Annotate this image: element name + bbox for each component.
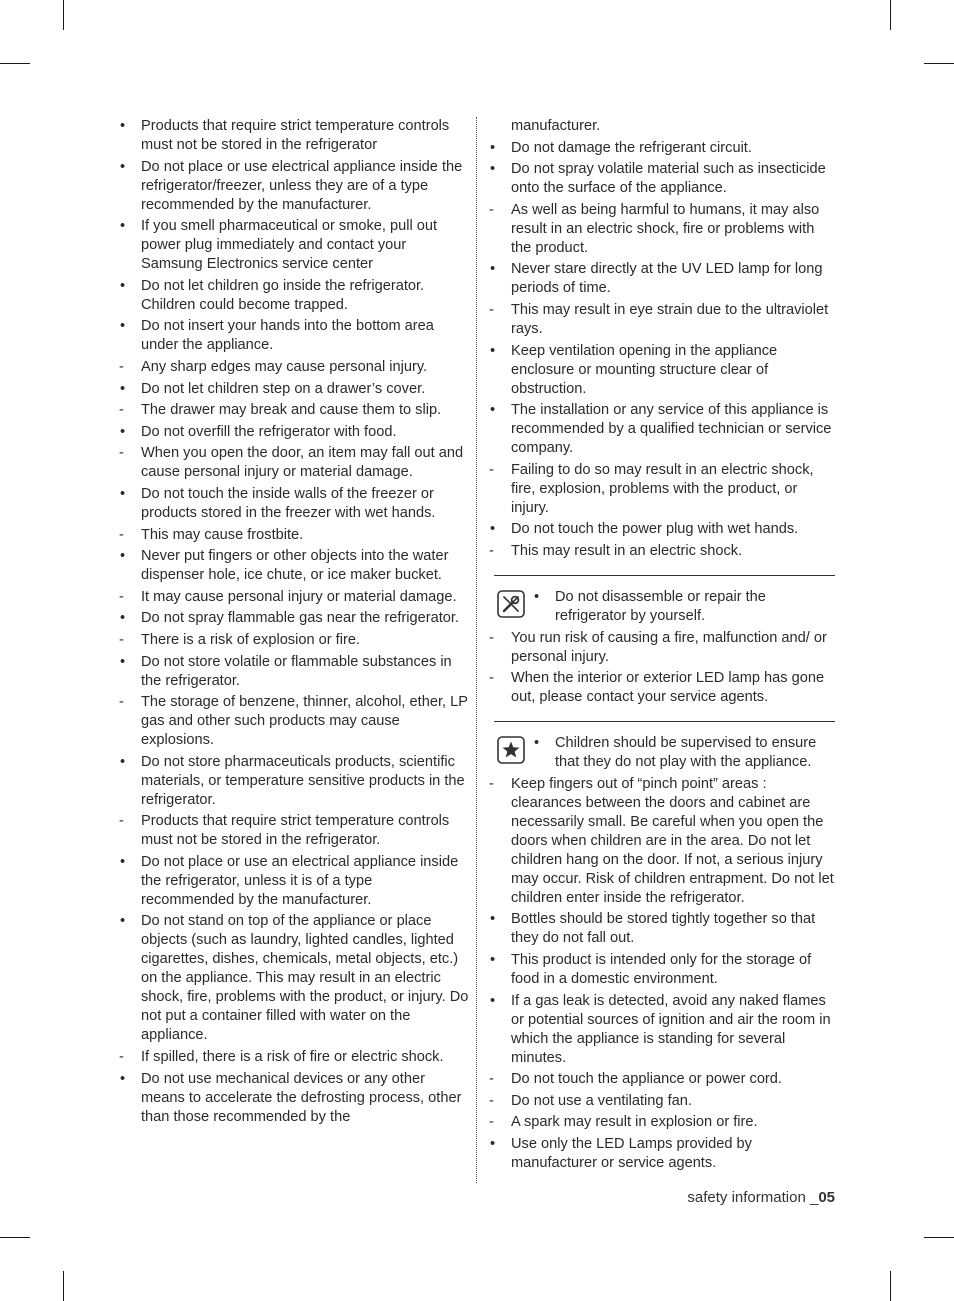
list-item-text: Any sharp edges may cause personal injury. [141, 358, 428, 375]
list-item-text: If spilled, there is a risk of fire or electric shock. [141, 1049, 444, 1066]
no-disassemble-icon [497, 590, 525, 618]
list-item-text: Do not insert your hands into the bottom area under the appliance. [141, 318, 434, 354]
bullet-list-item [487, 992, 836, 1068]
dash-marker: - [489, 775, 494, 792]
dash-list-item [487, 1070, 836, 1089]
bullet-list-item [487, 139, 836, 158]
bullet-marker: • [490, 402, 496, 419]
section-rule [494, 575, 835, 576]
bullet-marker: • [490, 342, 496, 359]
list-item-text: As well as being harmful to humans, it may also result in an electric shock, fire or problems with the product. [511, 201, 820, 256]
crop-mark [924, 63, 954, 64]
bullet-list-item [117, 609, 469, 628]
star-note-icon [497, 736, 525, 764]
list-item-text: Do not place or use electrical appliance inside the refrigerator/freezer, unless they are of a type recommended by the manufacturer. [141, 158, 463, 213]
list-item-text: Products that require strict temperature controls must not be stored in the refrigerator [141, 118, 450, 153]
bullet-list-item [117, 547, 469, 585]
footer-section-label: safety information _ [687, 1189, 819, 1206]
list-item-text: Never put fingers or other objects into the water dispenser hole, ice chute, or ice maker bucket. [141, 548, 449, 584]
crop-mark [0, 1237, 30, 1238]
dash-list-item [117, 1048, 469, 1067]
bullet-marker: • [490, 951, 496, 968]
bullet-marker: • [120, 118, 126, 134]
dash-marker: - [119, 694, 124, 711]
disassemble-lead-row [487, 588, 836, 626]
dash-marker: - [119, 631, 124, 648]
bullet-list-item [117, 277, 469, 315]
bullet-marker: • [120, 853, 126, 870]
dash-marker: - [489, 201, 494, 218]
bullet-list-item [487, 951, 836, 989]
crop-mark [63, 0, 64, 30]
bullet-marker: • [120, 610, 126, 627]
bullet-marker: • [120, 913, 126, 930]
list-item-text: There is a risk of explosion or fire. [141, 631, 360, 648]
crop-mark [890, 1271, 891, 1301]
list-item-text: Do not store pharmaceuticals products, scientific materials, or temperature sensitive products in the refrigerator. [141, 753, 465, 808]
list-item-text: If a gas leak is detected, avoid any naked flames or potential sources of ignition and air the room in which the appliance is standing for several minutes. [511, 992, 831, 1066]
dash-marker: - [119, 588, 124, 605]
list-item-text: Do not store volatile or flammable substances in the refrigerator. [141, 653, 452, 689]
dash-list-item [117, 588, 469, 607]
bullet-list-item [117, 912, 469, 1045]
dash-marker: - [119, 813, 124, 830]
list-item-text: Use only the LED Lamps provided by manufacturer or service agents. [511, 1135, 752, 1171]
dash-list-item [487, 461, 836, 518]
bullet-marker: • [120, 1070, 126, 1087]
bullet-list-item [487, 1135, 836, 1173]
list-item-text: The storage of benzene, thinner, alcohol, ether, LP gas and other such products may cause explosions. [141, 694, 468, 749]
column-divider [476, 117, 477, 1183]
dash-list-item [487, 669, 836, 707]
bullet-list-item [487, 520, 836, 539]
bullet-marker: • [490, 261, 496, 278]
dash-list-item [117, 358, 469, 377]
note-list [487, 775, 836, 1173]
dash-marker: - [119, 1049, 124, 1066]
list-item-text: This may result in eye strain due to the ultraviolet rays. [511, 301, 829, 337]
list-item-text: Do not damage the refrigerant circuit. [511, 139, 752, 156]
bullet-list-item [117, 380, 469, 399]
dash-list-item [117, 444, 469, 482]
note-lead-text: Children should be supervised to ensure that they do not play with the appliance. [555, 735, 817, 771]
dash-marker: - [489, 670, 494, 687]
list-item-text: The installation or any service of this appliance is recommended by a qualified technician or service company. [511, 402, 832, 457]
list-item-text: Do not overfill the refrigerator with food. [141, 423, 397, 440]
section-rule [494, 721, 835, 722]
bullet-list-item [117, 653, 469, 691]
bullet-list-item [487, 342, 836, 399]
disassemble-section [487, 588, 836, 707]
bullet-list-item [117, 853, 469, 910]
bullet-marker: • [120, 423, 126, 440]
list-item-text: Keep fingers out of “pinch point” areas : clearances between the doors and cabinet are necessarily small. Be careful when you open the doors when children are in the area. Do not let children hang on the door. If not, a serious injury may occur. Risk of children entrapment. Do not let children enter inside the refrigerator. [511, 775, 834, 906]
left-column [117, 117, 469, 1129]
bullet-marker: • [120, 485, 126, 502]
list-item-text: Do not spray volatile material such as insecticide onto the surface of the appliance. [511, 161, 826, 197]
dash-marker: - [489, 1114, 494, 1131]
list-item-text: This product is intended only for the storage of food in a domestic environment. [511, 951, 812, 987]
list-item-text: Never stare directly at the UV LED lamp for long periods of time. [511, 261, 823, 297]
dash-list-item [117, 631, 469, 650]
list-item-text: manufacturer. [511, 118, 601, 134]
continued-list-item [487, 117, 836, 136]
dash-list-item [487, 201, 836, 258]
list-item-text: Do not let children go inside the refrigerator. Children could become trapped. [141, 277, 425, 313]
bullet-marker: • [120, 318, 126, 335]
list-item-text: Do not spray flammable gas near the refrigerator. [141, 610, 459, 627]
list-item-text: This may cause frostbite. [141, 526, 304, 543]
bullet-marker: • [120, 548, 126, 565]
bullet-list-item [117, 423, 469, 442]
bullet-marker: • [490, 521, 496, 538]
dash-marker: - [489, 301, 494, 318]
page-footer [687, 1189, 835, 1206]
list-item-text: Do not use mechanical devices or any other means to accelerate the defrosting process, other than those recommended by the [141, 1070, 462, 1125]
list-item-text: Bottles should be stored tightly together so that they do not fall out. [511, 911, 816, 947]
bullet-marker: • [120, 277, 126, 294]
crop-mark [924, 1237, 954, 1238]
dash-marker: - [119, 445, 124, 462]
bullet-marker: • [490, 911, 496, 928]
list-item-text: When the interior or exterior LED lamp has gone out, please contact your service agents. [511, 670, 825, 706]
bullet-list-item [117, 753, 469, 810]
dash-list-item [487, 1113, 836, 1132]
note-section [487, 734, 836, 1173]
list-item: • Children should be supervised to ensure that they do not play with the appliance. [534, 735, 817, 771]
crop-mark [63, 1271, 64, 1301]
dash-list-item [487, 1092, 836, 1111]
list-item-text: Do not place or use an electrical appliance inside the refrigerator, unless it is of a type recommended by the manufacturer. [141, 853, 459, 908]
bullet-marker: • [490, 161, 496, 178]
dash-marker: - [489, 1071, 494, 1088]
list-item-text: If you smell pharmaceutical or smoke, pull out power plug immediately and contact your Samsung Electronics service center [141, 218, 438, 273]
dash-list-item [487, 629, 836, 667]
dash-list-item [117, 812, 469, 850]
bullet-marker: • [490, 139, 496, 156]
list-item-text: Keep ventilation opening in the appliance enclosure or mounting structure clear of obstruction. [511, 342, 778, 397]
dash-list-item [487, 775, 836, 908]
bullet-marker: • [490, 1135, 496, 1152]
dash-marker: - [489, 461, 494, 478]
list-item-text: Do not use a ventilating fan. [511, 1092, 692, 1109]
list-item-text: Failing to do so may result in an electric shock, fire, explosion, problems with the product, or injury. [511, 461, 814, 516]
right-column [487, 117, 836, 1175]
bullet-list-item [487, 910, 836, 948]
bullet-marker: • [120, 753, 126, 770]
dash-list-item [487, 542, 836, 561]
list-item-text: This may result in an electric shock. [511, 542, 743, 559]
list-item-text: You run risk of causing a fire, malfunction and/ or personal injury. [511, 629, 827, 665]
list-item-text: Do not touch the inside walls of the freezer or products stored in the freezer with wet hands. [141, 485, 436, 521]
dash-marker: - [119, 402, 124, 419]
dash-list-item [117, 693, 469, 750]
dash-marker: - [489, 1092, 494, 1109]
dash-marker: - [489, 542, 494, 559]
bullet-list-item [117, 1070, 469, 1127]
bullet-list-item [487, 401, 836, 458]
bullet-list-item [117, 117, 469, 155]
list-item-text: Do not touch the appliance or power cord. [511, 1071, 782, 1088]
list-item-text: Do not stand on top of the appliance or place objects (such as laundry, lighted candles, lighted cigarettes, dishes, chemicals, metal objects, etc.) on the appliance. This may result in an electric shock, fire, problems with the product, or injury. Do not put a container filled with water on the appliance. [141, 913, 469, 1044]
dash-list-item [117, 526, 469, 545]
list-item-text: The drawer may break and cause them to slip. [141, 402, 442, 419]
bullet-list-item [487, 260, 836, 298]
dash-marker: - [119, 358, 124, 375]
dash-marker: - [119, 526, 124, 543]
bullet-list-item [117, 317, 469, 355]
bullet-marker: • [120, 380, 126, 397]
list-item-text: Do not touch the power plug with wet hands. [511, 521, 799, 538]
bullet-list-item [117, 158, 469, 215]
bullet-marker: • [490, 992, 496, 1009]
list-item-text: A spark may result in explosion or fire. [511, 1114, 758, 1131]
crop-mark [0, 63, 30, 64]
dash-list-item [487, 301, 836, 339]
disassemble-lead-text: Do not disassemble or repair the refrigerator by yourself. [555, 588, 766, 624]
right-column-list [487, 117, 836, 561]
list-item: • Do not disassemble or repair the refrigerator by yourself. [534, 588, 766, 624]
bullet-list-item [487, 160, 836, 198]
dash-list-item [117, 401, 469, 420]
bullet-list-item [117, 485, 469, 523]
bullet-list-item [117, 217, 469, 274]
disassemble-list [487, 629, 836, 708]
list-item-text: Do not let children step on a drawer’s cover. [141, 380, 426, 397]
note-lead-row [487, 734, 836, 772]
list-item-text: It may cause personal injury or material damage. [141, 588, 457, 605]
list-item-text: When you open the door, an item may fall out and cause personal injury or material damage. [141, 445, 464, 481]
dash-marker: - [489, 629, 494, 646]
bullet-marker: • [120, 653, 126, 670]
bullet-marker: • [120, 218, 126, 235]
bullet-marker: • [120, 158, 126, 175]
crop-mark [890, 0, 891, 30]
list-item-text: Products that require strict temperature controls must not be stored in the refrigerator. [141, 813, 450, 849]
page-number: 05 [818, 1189, 835, 1206]
